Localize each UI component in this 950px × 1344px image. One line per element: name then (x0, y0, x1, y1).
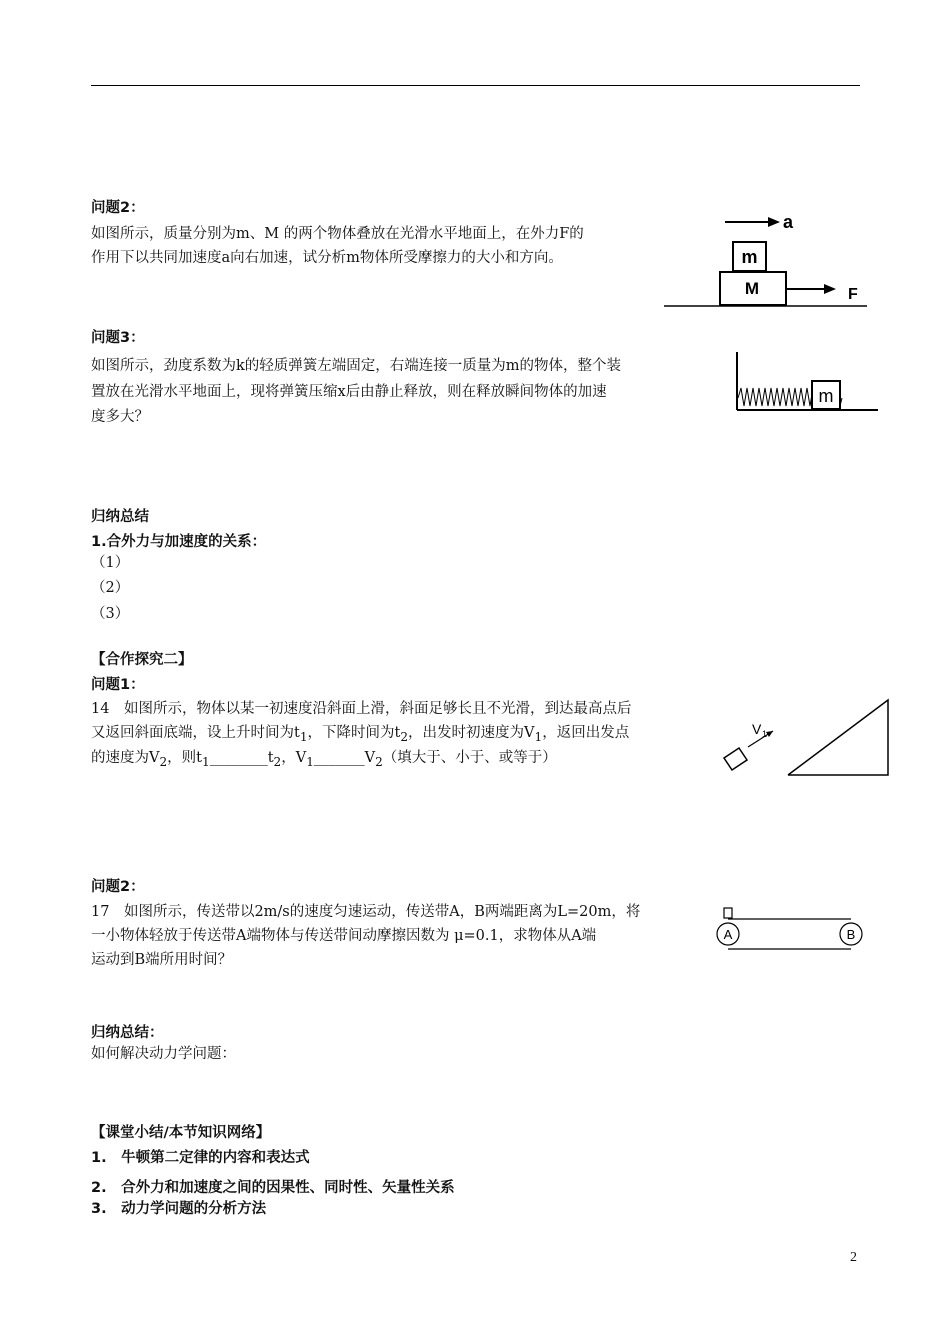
q3-line-1: 如图所示，劲度系数为k的轻质弹簧左端固定，右端连接一质量为m的物体，整个装 (91, 358, 622, 374)
subscript: 1 (299, 729, 308, 744)
incline-figure (718, 698, 894, 780)
subscript: 1 (202, 754, 210, 769)
fig-small-block-label: m (741, 247, 758, 267)
summary1-item-1: （1） (91, 555, 130, 571)
q2-line-1: 如图所示，质量分别为m、M 的两个物体叠放在光滑水平地面上，在外力F的 (91, 226, 584, 242)
subscript: 2 (375, 754, 383, 769)
page-number: 2 (850, 1250, 857, 1265)
q3-line-3: 度多大？ (91, 409, 149, 425)
summary1-item-3: （3） (91, 606, 130, 622)
summary1-subheading: 1.合外力与加速度的关系： (91, 534, 267, 550)
recap-heading: 【课堂小结/本节知识网络】 (91, 1125, 271, 1141)
spring-block-figure (734, 350, 884, 416)
explore2-q1-heading: 问题1： (91, 677, 145, 693)
blank-2[interactable]: _______ (313, 750, 365, 766)
fig-spring-block-label: m (818, 386, 834, 406)
explore2-q2-line-1: 17 如图所示，传送带以2m/s的速度匀速运动，传送带A，B两端距离为L=20m，将 (91, 904, 641, 920)
explore2-q1-line-3: 的速度为$V_2$，则$t_1\_\_\_\_\_\_\_\_t_2$，$V_1\_\_\_\_\_\_\_V_2$（填大于、小于、或等于） (91, 750, 557, 769)
recap-item-2: 2. 合外力和加速度之间的因果性、同时性、矢量性关系 (91, 1180, 455, 1196)
explore2-q1-line-2: 又返回斜面底端，设上升时间为$t_1$，下降时间为$t_2$，出发时初速度为$V_1$，返回出发点 (91, 725, 630, 744)
stacked-blocks-figure (660, 205, 870, 315)
explore2-q1-line-1: 14 如图所示，物体以某一初速度沿斜面上滑，斜面足够长且不光滑，到达最高点后 (91, 701, 632, 717)
fig-accel-label: a (783, 212, 794, 232)
summary2-line: 如何解决动力学问题： (91, 1046, 236, 1062)
explore2-q2-line-3: 运动到B端所用时间？ (91, 952, 233, 968)
fig-big-block-label: M (744, 279, 760, 298)
fig-pulley-b-label: B (846, 927, 856, 942)
q2-line-2: 作用下以共同加速度a向右加速，试分析m物体所受摩擦力的大小和方向。 (91, 250, 563, 266)
summary1-heading: 归纳总结 (91, 509, 149, 525)
recap-item-1: 1. 牛顿第二定律的内容和表达式 (91, 1150, 310, 1166)
q3-line-2: 置放在光滑水平地面上，现将弹簧压缩x后由静止释放，则在释放瞬间物体的加速 (91, 384, 607, 400)
explore2-heading: 【合作探究二】 (91, 652, 193, 668)
q2-heading: 问题2： (91, 200, 145, 216)
subscript: 2 (159, 754, 168, 769)
subscript: 2 (400, 729, 409, 744)
conveyor-figure (712, 906, 868, 954)
summary1-item-2: （2） (91, 580, 130, 596)
fig-velocity-subscript: 1 (762, 729, 768, 739)
fig-pulley-a-label: A (723, 927, 733, 942)
blank-1[interactable]: ________ (209, 750, 268, 766)
explore2-q2-heading: 问题2： (91, 879, 145, 895)
recap-item-3: 3. 动力学问题的分析方法 (91, 1201, 267, 1217)
fig-force-label: F (848, 286, 858, 303)
subscript: 2 (273, 754, 282, 769)
fig-velocity-label: V (752, 721, 762, 737)
explore2-q2-line-2: 一小物体轻放于传送带A端物体与传送带间动摩擦因数为 μ=0.1，求物体从A端 (91, 928, 597, 944)
q3-heading: 问题3： (91, 330, 145, 346)
summary2-heading: 归纳总结： (91, 1025, 164, 1041)
header-rule (91, 85, 860, 86)
subscript: 1 (534, 729, 543, 744)
subscript: 1 (306, 754, 314, 769)
